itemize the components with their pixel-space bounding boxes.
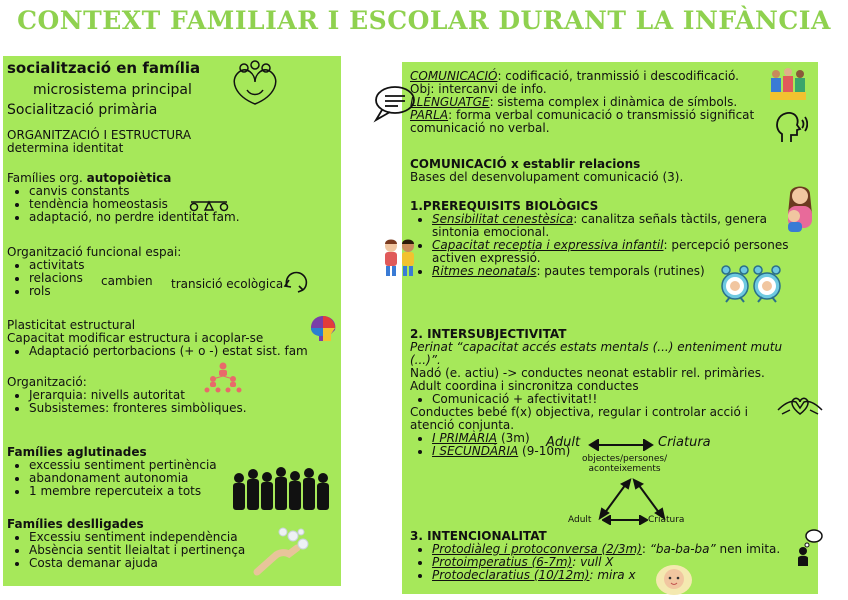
functional-block: [7, 246, 181, 298]
ecological-transition-text: transició ecològica: [171, 277, 284, 291]
plasticity-title: Plasticitat estructural: [7, 318, 136, 332]
list-item: • I SECUNDÀRIA (9-10m): [432, 445, 782, 458]
diagram-object-block: [582, 454, 667, 474]
diagram-adult-label-2: Adult: [568, 515, 592, 525]
intersubjectivity-quote: Perinat “capacitat accés estats mentals (...) enteniment mutu: [410, 340, 783, 354]
list-item: • Sensibilitat cenestèsica: canalitza señals tàctils, genera sintonia emocional.: [432, 213, 789, 239]
baby-icon: [652, 562, 696, 596]
list-item: • tendència homeostasis: [29, 198, 240, 211]
right-panel: [402, 62, 818, 594]
thinking-person-icon: [794, 528, 824, 568]
language-def: : sistema complex i dinàmica de símbols.: [489, 95, 738, 109]
diagram-object-label: objectes/persones/: [582, 454, 668, 464]
cycle-arrow-icon: [281, 266, 311, 296]
crowd-icon: [231, 466, 337, 510]
functional-title: Organització funcional espai:: [7, 245, 182, 259]
head-speaking-icon: [774, 110, 808, 144]
structure-subtitle: determina identitat: [7, 141, 124, 155]
structure-block: [7, 129, 191, 155]
organization-title: Organització:: [7, 375, 87, 389]
family-circle-icon: [225, 60, 285, 108]
prerequisites-title: 1.PREREQUISITS BIOLÒGICS: [410, 199, 599, 213]
alarm-clock-icon: [720, 262, 782, 306]
speech-def: : forma verbal comunicació o transmissió significat: [448, 108, 755, 122]
list-item: • activitats: [29, 259, 181, 272]
list-item: • adaptació, no perdre identitat fam.: [29, 211, 240, 224]
list-item: • canvis constants: [29, 185, 240, 198]
enmeshed-title: Famílies aglutinades: [7, 445, 147, 459]
plasticity-desc: Capacitat modificar estructura i acoplar-se: [7, 331, 264, 345]
list-item: • Excessiu sentiment independència: [29, 531, 245, 544]
language-term: LLENGUATGE: [410, 95, 490, 109]
left-heading: socialització en família: [7, 59, 201, 77]
speech-def-cont: comunicació no verbal.: [410, 121, 550, 135]
autopoietic-prefix: Famílies org.: [7, 171, 83, 185]
diagram-child-label: Criatura: [658, 435, 711, 450]
relations-title: COMUNICACIÓ x establir relacions: [410, 157, 641, 171]
change-text: cambien: [101, 274, 153, 288]
list-item: • abandonament autonomia: [29, 472, 217, 485]
objective-text: Obj: intercanvi de info.: [410, 82, 547, 96]
structure-title: ORGANITZACIÓ I ESTRUCTURA: [7, 128, 192, 142]
hierarchy-icon: [203, 362, 243, 396]
definitions-block: [410, 70, 754, 135]
list-item: • Ritmes neonatals: pautes temporals (rutines): [432, 265, 789, 278]
communication-term: COMUNICACIÓ: [410, 69, 498, 83]
left-panel: [3, 56, 341, 586]
diagram-adult-label: Adult: [546, 435, 581, 450]
adult-coordinates-text: Adult coordina i sincronitza conductes: [410, 379, 639, 393]
diagram-child-label-2: Criatura: [648, 515, 685, 525]
enmeshed-block: [7, 446, 217, 498]
list-item: • Absència sentit lleialtat i pertinença: [29, 544, 245, 557]
autopoietic-bold: autopoiètica: [86, 171, 172, 185]
kids-icon: [380, 238, 420, 280]
plasticity-block: [7, 319, 308, 358]
intersubjectivity-title: 2. INTERSUBJECTIVITAT: [410, 327, 567, 341]
hands-icon: [253, 526, 313, 576]
list-item: • excessiu sentiment pertinència: [29, 459, 217, 472]
list-item: • rols: [29, 285, 181, 298]
heart-hands-icon: [776, 388, 824, 422]
microsystem-text: microsistema principal: [33, 82, 192, 98]
page-title: CONTEXT FAMILIAR I ESCOLAR DURANT LA INFÀNCIA: [17, 6, 831, 35]
intentionality-block: [410, 530, 780, 582]
double-arrow-icon-2: [602, 515, 648, 525]
puzzle-head-icon: [307, 314, 339, 344]
list-item: • Protodeclaratius (10/12m): mira x: [432, 569, 780, 582]
intersubjectivity-quote-cont: (...)”.: [410, 353, 441, 367]
mother-child-icon: [782, 180, 818, 236]
list-item: • Subsistemes: fronteres simbòliques.: [29, 402, 247, 415]
list-item: • Capacitat receptia i expressiva infantil: percepció persones activen expressió.: [432, 239, 789, 265]
double-arrow-icon: [588, 439, 654, 451]
list-item: • 1 membre repercuteix a tots: [29, 485, 217, 498]
balance-icon: [188, 196, 230, 212]
speech-term: PARLA: [410, 108, 449, 122]
diagram-object-label-cont: aconteixements: [588, 464, 661, 474]
disengaged-title: Famílies deslligades: [7, 517, 144, 531]
baby-behaviour-text: Conductes bebé f(x) objectiva, regular i controlar acció i: [410, 405, 748, 419]
primary-socialization-text: Socialització primària: [7, 102, 158, 118]
joint-attention-text: atenció conjunta.: [410, 418, 515, 432]
list-item: • relacions: [29, 272, 181, 285]
list-item: • Comunicació + afectivitat!!: [432, 393, 782, 406]
speech-bubble-icon: [370, 84, 416, 124]
list-item: • Adaptació pertorbacions (+ o -) estat sist. fam: [29, 345, 308, 358]
newborn-text: Nadó (e. actiu) -> conductes neonat establir rel. primàries.: [410, 366, 765, 380]
intentionality-title: 3. INTENCIONALITAT: [410, 529, 547, 543]
disengaged-block: [7, 518, 245, 570]
list-item: • Jerarquia: nivells autoritat: [29, 389, 247, 402]
list-item: • Protodiàleg i protoconversa (2/3m): “ba-ba-ba” nen imita.: [432, 543, 780, 556]
relations-subtitle: Bases del desenvolupament comunicació (3).: [410, 170, 684, 184]
communication-def: : codificació, tranmissió i descodificació.: [497, 69, 739, 83]
list-item: • I PRIMÀRIA (3m): [432, 432, 782, 445]
people-group-icon: [768, 66, 808, 102]
relations-block: [410, 158, 683, 184]
list-item: • Protoimperatius (6-7m): vull X: [432, 556, 780, 569]
list-item: • Costa demanar ajuda: [29, 557, 245, 570]
